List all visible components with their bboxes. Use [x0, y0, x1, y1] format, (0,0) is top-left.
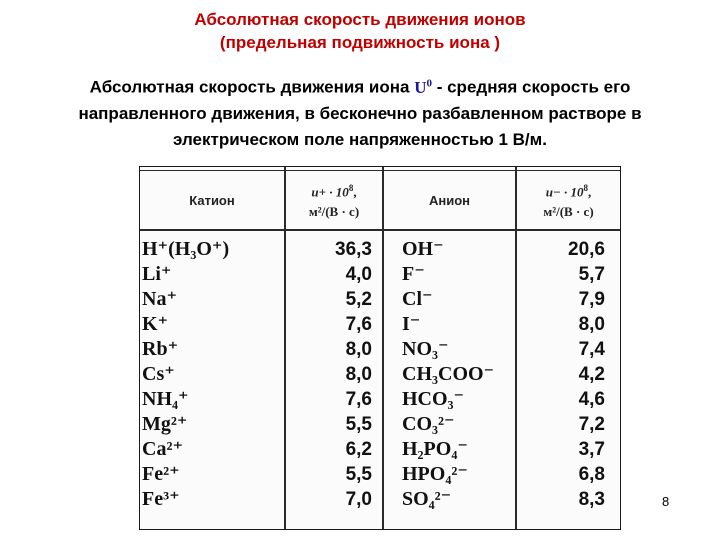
- slide-title: [0, 8, 720, 54]
- table-row: [140, 387, 620, 412]
- cation-cell: Fe³⁺: [142, 488, 180, 510]
- u-plus-cell: 7,6: [345, 389, 372, 410]
- definition-before: Абсолютная скорость движения иона: [89, 77, 415, 97]
- table-row: [140, 362, 620, 387]
- units-cation-line1: $u+ \cdot 10^8$,: [311, 182, 357, 200]
- units-cation-line2: м²/(В · с): [308, 204, 360, 220]
- anion-cell: NO₃⁻: [402, 338, 449, 360]
- table-row: [140, 487, 620, 512]
- cation-cell: Li⁺: [142, 263, 172, 285]
- header-units-anion: [517, 173, 620, 227]
- anion-cell: SO₄²⁻: [402, 488, 452, 510]
- table-top-rule: [140, 170, 620, 171]
- u-plus-cell: 36,3: [335, 239, 372, 260]
- cation-cell: Na⁺: [142, 288, 177, 310]
- u-minus-cell: 3,7: [578, 439, 605, 460]
- u-minus-cell: 6,8: [578, 464, 605, 485]
- u-plus-cell: 5,2: [345, 289, 372, 310]
- anion-cell: I⁻: [402, 313, 421, 335]
- u-plus-cell: 8,0: [345, 364, 372, 385]
- ion-mobility-table: [139, 166, 621, 530]
- cation-cell: H⁺(H₃O⁺): [142, 238, 230, 260]
- u-minus-cell: 7,9: [578, 289, 605, 310]
- u-plus-cell: 5,5: [345, 464, 372, 485]
- cation-cell: K⁺: [142, 313, 169, 335]
- anion-cell: CO₃²⁻: [402, 413, 455, 435]
- anion-cell: HPO₄²⁻: [402, 463, 468, 485]
- u-minus-cell: 5,7: [578, 264, 605, 285]
- u-plus-cell: 6,2: [345, 439, 372, 460]
- anion-cell: Cl⁻: [402, 288, 433, 310]
- page-number: 8: [662, 494, 670, 509]
- u-plus-cell: 8,0: [345, 339, 372, 360]
- u-minus-cell: 4,2: [578, 364, 605, 385]
- cation-cell: Rb⁺: [142, 338, 179, 360]
- table-row: [140, 237, 620, 262]
- units-cation-label: u+ · 10: [311, 184, 349, 200]
- u-minus-cell: 4,6: [578, 389, 605, 410]
- header-cation: Катион: [189, 192, 235, 208]
- units-anion-line2: м²/(В · с): [543, 204, 594, 220]
- header-units-cation: [286, 173, 382, 227]
- anion-cell: OH⁻: [402, 238, 444, 260]
- anion-cell: HCO₃⁻: [402, 388, 465, 410]
- cation-cell: Mg²⁺: [142, 413, 188, 435]
- units-anion-power: 8: [583, 182, 589, 193]
- anion-cell: H₂PO₄⁻: [402, 438, 468, 460]
- anion-cell: F⁻: [402, 263, 425, 285]
- header-rule: [140, 229, 620, 231]
- definition-after: - средняя скорость его направленного движения, в бесконечно разбавленном растворе в электрическом поле напряженностью 1 В/м.: [78, 77, 642, 149]
- u-plus-cell: 4,0: [345, 264, 372, 285]
- u-plus-cell: 7,6: [345, 314, 372, 335]
- header-anion: Анион: [428, 192, 471, 208]
- units-anion-line1: $u- \cdot 10^8$,: [545, 182, 592, 200]
- table-row: [140, 262, 620, 287]
- mobility-symbol: [414, 78, 432, 97]
- title-line-2: (предельная подвижность иона ): [219, 33, 501, 52]
- table-row: [140, 312, 620, 337]
- u-minus-cell: 20,6: [568, 239, 605, 260]
- table-row: [140, 412, 620, 437]
- cation-cell: Ca²⁺: [142, 438, 183, 460]
- units-cation-power: 8: [348, 182, 354, 193]
- table-row: [140, 437, 620, 462]
- table-row: [140, 287, 620, 312]
- table-row: [140, 337, 620, 362]
- cation-cell: NH₄⁺: [142, 388, 189, 410]
- cation-cell: Cs⁺: [142, 363, 175, 385]
- definition-text: [30, 70, 690, 153]
- u-minus-cell: 8,0: [578, 314, 605, 335]
- anion-cell: CH₃COO⁻: [402, 363, 495, 385]
- u-minus-cell: 7,2: [578, 414, 605, 435]
- symbol-superscript: 0: [426, 77, 432, 89]
- table-row: [140, 462, 620, 487]
- title-line-1: Абсолютная скорость движения ионов: [194, 10, 526, 29]
- symbol-letter: U: [414, 77, 427, 97]
- units-anion-label: u− · 10: [545, 184, 584, 200]
- u-plus-cell: 7,0: [345, 489, 372, 510]
- u-minus-cell: 8,3: [578, 489, 605, 510]
- u-minus-cell: 7,4: [578, 339, 605, 360]
- cation-cell: Fe²⁺: [142, 463, 180, 485]
- u-plus-cell: 5,5: [345, 414, 372, 435]
